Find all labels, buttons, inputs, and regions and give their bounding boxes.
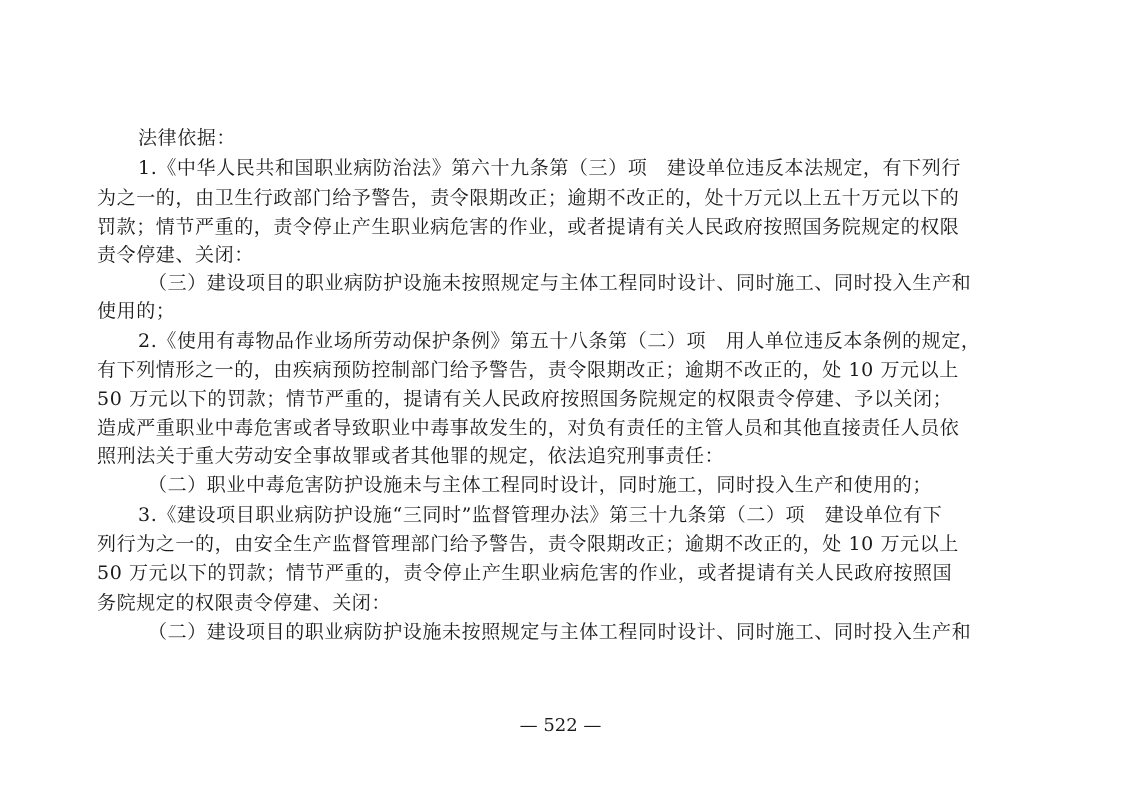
section-heading: 法律依据：: [138, 127, 237, 149]
paragraph-line: 2.《使用有毒物品作业场所劳动保护条例》第五十八条第（二）项 用人单位违反本条例的规定，: [138, 330, 981, 352]
paragraph-line: （三）建设项目的职业病防护设施未按照规定与主体工程同时设计、同时施工、同时投入生产和: [148, 272, 972, 294]
paragraph-line: 责令停建、关闭：: [97, 244, 254, 266]
paragraph-line: 50 万元以下的罚款；情节严重的，责令停止产生职业病危害的作业，或者提请有关人民政府按照国: [97, 562, 953, 584]
paragraph-line: 50 万元以下的罚款；情节严重的，提请有关人民政府按照国务院规定的权限责令停建、予以关闭；: [97, 388, 953, 410]
paragraph-line: 使用的；: [97, 300, 176, 322]
paragraph-line: 1.《中华人民共和国职业病防治法》第六十九条第（三）项 建设单位违反本法规定，有下列行: [138, 157, 961, 179]
page-number: — 522 —: [519, 715, 602, 736]
paragraph-line: 罚款；情节严重的，责令停止产生职业病危害的作业，或者提请有关人民政府按照国务院规定的权限: [97, 216, 960, 238]
paragraph-line: 为之一的，由卫生行政部门给予警告，责令限期改正；逾期不改正的，处十万元以上五十万元以下的: [97, 187, 960, 209]
paragraph-line: 3.《建设项目职业病防护设施“三同时”监督管理办法》第三十九条第（二）项 建设单位有下: [138, 504, 943, 526]
paragraph-line: 务院规定的权限责令停建、关闭：: [97, 592, 392, 614]
paragraph-line: 列行为之一的，由安全生产监督管理部门给予警告，责令限期改正；逾期不改正的，处 10 万元以上: [97, 533, 959, 555]
paragraph-line: 造成严重职业中毒危害或者导致职业中毒事故发生的，对负有责任的主管人员和其他直接责任人员依: [97, 417, 960, 439]
paragraph-line: （二）职业中毒危害防护设施未与主体工程同时设计，同时施工，同时投入生产和使用的；: [148, 474, 933, 496]
paragraph-line: 有下列情形之一的，由疾病预防控制部门给予警告，责令限期改正；逾期不改正的，处 10 万元以上: [97, 359, 959, 381]
paragraph-line: 照刑法关于重大劳动安全事故罪或者其他罪的规定，依法追究刑事责任：: [97, 445, 725, 467]
paragraph-line: （二）建设项目的职业病防护设施未按照规定与主体工程同时设计、同时施工、同时投入生产和: [148, 621, 972, 643]
